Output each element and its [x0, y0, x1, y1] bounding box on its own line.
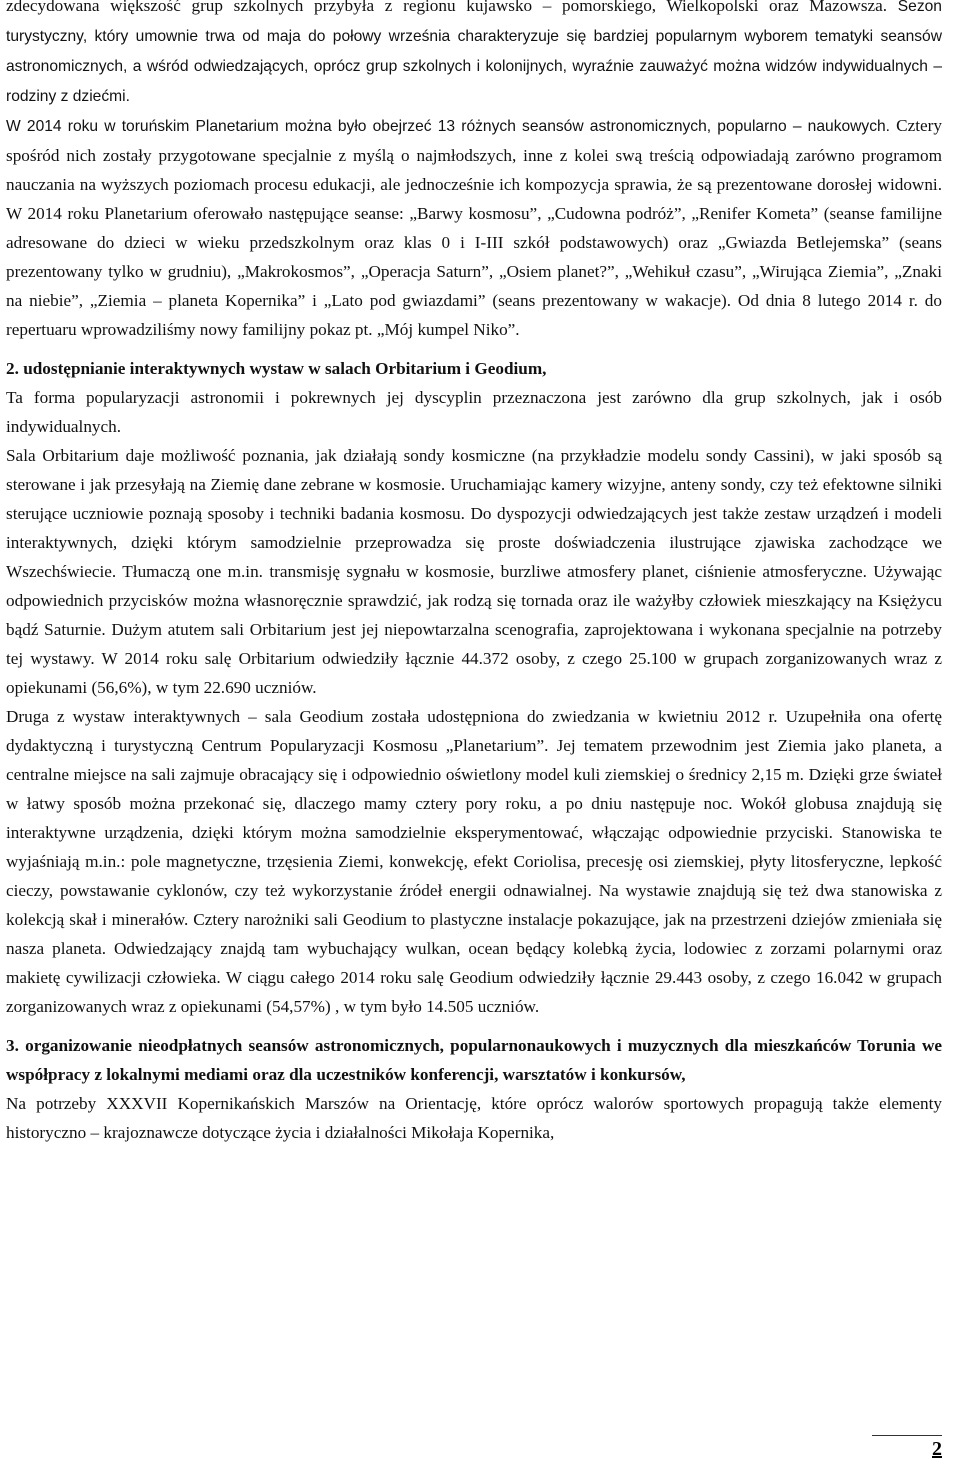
- text-groups-origin: zdecydowana większość grup szkolnych przybyła z regionu kujawsko – pomorskiego, Wielkopolski oraz Mazowsza.: [6, 0, 888, 15]
- text-shows-intro: W 2014 roku w toruńskim Planetarium można było obejrzeć 13 różnych seansów astronomicznych, popularno – naukowych.: [6, 118, 891, 135]
- paragraph-groups-and-season: [6, 0, 942, 111]
- paragraph-exhibitions-intro: Ta forma popularyzacji astronomii i pokrewnych jej dyscyplin przeznaczona jest zarówno dla grup szkolnych, jak i osób indywidualnych.: [6, 388, 942, 436]
- page-number: 2: [932, 1438, 942, 1460]
- section-heading-exhibitions: 2. udostępnianie interaktywnych wystaw w salach Orbitarium i Geodium,: [6, 359, 547, 378]
- text-shows-list: Cztery spośród nich zostały przygotowane specjalnie z myślą o najmłodszych, inne z kolei swą treścią odpowiadają zarówno programom nauczania na wyższych poziomach procesu edukacji, ale jednocześnie ich kompozycja sprawia, że są prezentowane dorosłej widowni. W 2014 roku Planetarium oferowało następujące seanse: „Barwy kosmosu”, „Cudowna podróż”, „Renifer Kometa” (seanse familijne adresowane do dzieci w wieku przedszkolnym oraz klas 0 i I-III szkół podstawowych) oraz „Gwiazda Betlejemska” (seans prezentowany tylko w grudniu), „Makrokosmos”, „Operacja Saturn”, „Osiem planet?”, „Wehikuł czasu”, „Wirująca Ziemia”, „Znaki na niebie”, „Ziemia – planeta Kopernika” i „Lato pod gwiazdami” (seans prezentowany w wakacje). Od dnia 8 lutego 2014 r. do repertuaru wprowadziliśmy nowy familijny pokaz pt. „Mój kumpel Niko”.: [6, 116, 942, 339]
- paragraph-marches: Na potrzeby XXXVII Kopernikańskich Marszów na Orientację, które oprócz walorów sportowych propagują także elementy historyczno – krajoznawcze dotyczące życia i działalności Mikołaja Kopernika,: [6, 1094, 942, 1142]
- text-tourist-season: Sezon turystyczny, który umownie trwa od maja do połowy września charakteryzuje się bardziej popularnym wyborem tematyki seansów astronomicznych, a wśród odwiedzających, oprócz grup szkolnych i kolonijnych, wyraźnie zauważyć można widzów indywidualnych – rodziny z dziećmi.: [6, 0, 942, 105]
- document-page: [6, 0, 942, 1147]
- paragraph-shows: [6, 111, 942, 344]
- footer-divider: [872, 1435, 942, 1436]
- paragraph-geodium: Druga z wystaw interaktywnych – sala Geodium została udostępniona do zwiedzania w kwietniu 2012 r. Uzupełniła ona ofertę dydaktyczną i turystyczną Centrum Popularyzacji Kosmosu „Planetarium”. Jej tematem przewodnim jest Ziemia jako planeta, a centralne miejsce na sali zajmuje obracający się i odpowiednio oświetlony model kuli ziemskiej o średnicy 2,15 m. Dzięki grze świateł w łatwy sposób można przekonać się, dlaczego mamy cztery pory roku, a po dniu następuje noc. Wokół globusa znajdują się interaktywne urządzenia, dzięki którym można samodzielnie eksperymentować, włączając odpowiednie przyciski. Stanowiska te wyjaśniają m.in.: pole magnetyczne, trzęsienia Ziemi, konwekcję, efekt Coriolisa, precesję osi ziemskiej, płyty litosferyczne, lepkość cieczy, powstawanie cyklonów, czy też wykorzystanie źródeł energii odnawialnej. Na wystawie znajdują się też dwa stanowiska z kolekcją skał i minerałów. Cztery narożniki sali Geodium to plastyczne instalacje pokazujące, jak na przestrzeni dziejów zmieniała się nasza planeta. Odwiedzający znajdą tam wybuchający wulkan, ocean będący kolebką życia, lodowiec z zorzami polarnymi oraz makietę cywilizacji człowieka. W ciągu całego 2014 roku salę Geodium odwiedziły łącznie 29.443 osoby, z czego 16.042 w grupach zorganizowanych wraz z opiekunami (54,57%) , w tym było 14.505 uczniów.: [6, 707, 942, 1016]
- paragraph-orbitarium: Sala Orbitarium daje możliwość poznania, jak działają sondy kosmiczne (na przykładzie modelu sondy Cassini), w jaki sposób są sterowane i jak przesyłają na Ziemię dane zebrane w kosmosie. Uruchamiając kamery wizyjne, anteny sondy, czy też efektowne silniki sterujące uczniowie poznają sposoby i techniki badania kosmosu. Do dyspozycji odwiedzających jest także zestaw urządzeń i modeli interaktywnych, dzięki którym samodzielnie przeprowadza się proste doświadczenia ilustrujące zjawiska zachodzące we Wszechświecie. Tłumaczą one m.in. transmisję sygnału w kosmosie, burzliwe atmosfery planet, ciśnienie atmosferyczne. Używając odpowiednich przycisków można własnoręcznie sprawdzić, jak rodzą się tornada oraz ile ważyłby człowiek mieszkający na Księżycu bądź Saturnie. Dużym atutem sali Orbitarium jest jej niepowtarzalna scenografia, zaprojektowana i wykonana specjalnie na potrzeby tej wystawy. W 2014 roku salę Orbitarium odwiedziły łącznie 44.372 osoby, z czego 25.100 w grupach zorganizowanych wraz z opiekunami (56,6%), w tym 22.690 uczniów.: [6, 446, 942, 697]
- section-heading-free-shows: 3. organizowanie nieodpłatnych seansów astronomicznych, popularnonaukowych i muzycznych dla mieszkańców Torunia we współpracy z lokalnymi mediami oraz dla uczestników konferencji, warsztatów i konkursów,: [6, 1036, 942, 1084]
